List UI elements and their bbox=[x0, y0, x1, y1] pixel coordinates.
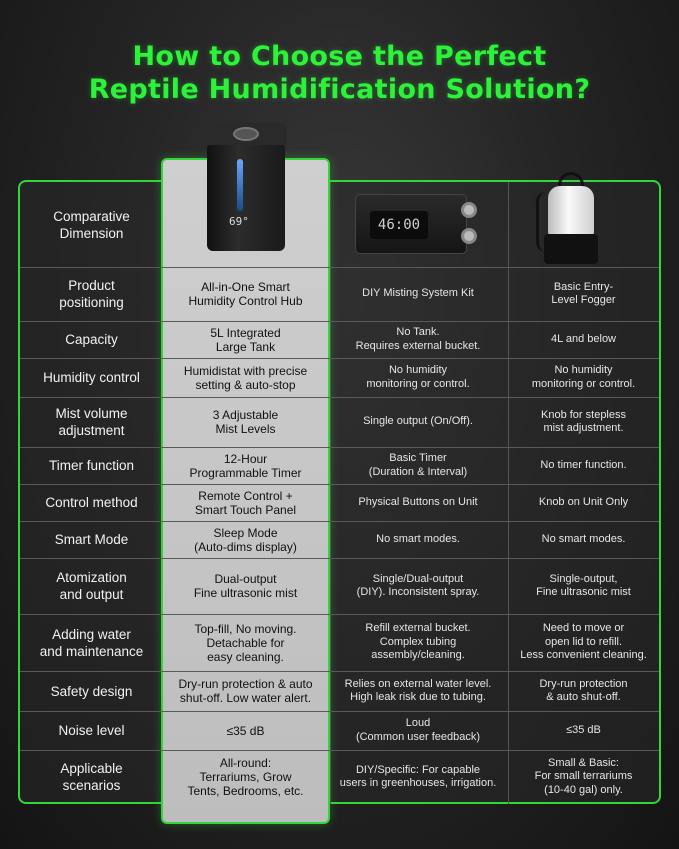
dimension-cell: Mist volume adjustment bbox=[55, 406, 128, 438]
dimension-cell: Adding water and maintenance bbox=[39, 626, 144, 659]
smart-hub-cell: Dual-output Fine ultrasonic mist bbox=[193, 572, 298, 600]
smart-hub-cell: ≤35 dB bbox=[226, 723, 265, 738]
smart-hub-cell: 12-Hour Programmable Timer bbox=[189, 451, 302, 480]
diy-kit-cell: Basic Timer (Duration & Interval) bbox=[368, 452, 468, 478]
basic-fogger-cell: 4L and below bbox=[550, 332, 617, 345]
basic-fogger-cell: Single-output, Fine ultrasonic mist bbox=[536, 572, 631, 598]
smart-hub-cell: All-in-One Smart Humidity Control Hub bbox=[188, 280, 303, 308]
basic-fogger-cell: No timer function. bbox=[540, 458, 627, 471]
basic-fogger-cell bbox=[508, 182, 659, 267]
dimension-cell: Noise level bbox=[58, 723, 125, 738]
table-row bbox=[20, 267, 659, 321]
diy-kit-cell: Refill external bucket. Complex tubing assembly/cleaning. bbox=[365, 622, 471, 662]
table-row bbox=[20, 182, 659, 267]
dimension-cell: Timer function bbox=[48, 458, 135, 473]
diy-kit-cell: No smart modes. bbox=[376, 532, 460, 545]
diy-kit-cell: Single/Dual-output (DIY). Inconsistent spray. bbox=[356, 572, 480, 598]
smart-hub-cell: Top-fill, No moving. Detachable for easy cleaning. bbox=[194, 621, 297, 664]
diy-kit-cell: Single output (On/Off). bbox=[363, 415, 473, 428]
basic-fogger-cell: Need to move or open lid to refill. Less convenient cleaning. bbox=[520, 622, 647, 662]
smart-hub-cell: Sleep Mode (Auto-dims display) bbox=[194, 525, 297, 554]
diy-kit-cell: No Tank. Requires external bucket. bbox=[355, 326, 481, 352]
diy-kit-cell: No humidity monitoring or control. bbox=[366, 364, 470, 390]
table-row bbox=[20, 358, 659, 397]
dimension-cell: Control method bbox=[45, 495, 138, 510]
basic-fogger-cell: No smart modes. bbox=[541, 532, 626, 545]
diy-kit-cell: DIY/Specific: For capable users in greenhouses, irrigation. bbox=[339, 763, 497, 789]
dimension-cell: Applicable scenarios bbox=[60, 761, 123, 793]
dimension-cell: Humidity control bbox=[43, 370, 140, 385]
diy-kit-cell bbox=[330, 182, 506, 267]
smart-hub-cell: 3 Adjustable Mist Levels bbox=[212, 408, 279, 436]
dimension-cell: Atomization and output bbox=[56, 570, 127, 602]
humidifier-display: 69° bbox=[229, 215, 249, 228]
page-title: How to Choose the Perfect Reptile Humidification Solution? bbox=[88, 41, 591, 105]
diy-kit-cell: Relies on external water level. High leak risk due to tubing. bbox=[344, 677, 492, 703]
misting-display: 46:00 bbox=[370, 211, 428, 239]
basic-fogger-cell: Knob for stepless mist adjustment. bbox=[541, 408, 626, 434]
smart-hub-cell: Remote Control + Smart Touch Panel bbox=[194, 488, 297, 517]
basic-fogger-cell: No humidity monitoring or control. bbox=[531, 364, 636, 390]
table-row bbox=[20, 447, 659, 484]
table-row bbox=[20, 397, 659, 447]
table-row bbox=[20, 558, 659, 614]
basic-fogger-cell: Basic Entry- Level Fogger bbox=[551, 280, 616, 306]
dimension-cell: Safety design bbox=[50, 683, 133, 699]
table-row bbox=[20, 671, 659, 711]
smart-hub-cell: 5L Integrated Large Tank bbox=[210, 325, 281, 354]
smart-hub-cell: Dry-run protection & auto shut-off. Low water alert. bbox=[178, 677, 313, 705]
basic-fogger-cell: Knob on Unit Only bbox=[538, 495, 629, 508]
dimension-cell: Comparative Dimension bbox=[53, 208, 130, 241]
basic-fogger-cell: ≤35 dB bbox=[566, 723, 601, 736]
table-row bbox=[20, 321, 659, 358]
table-row bbox=[20, 750, 659, 804]
table-row bbox=[20, 614, 659, 671]
diy-kit-cell: Physical Buttons on Unit bbox=[358, 495, 478, 508]
diy-kit-cell: DIY Misting System Kit bbox=[362, 287, 474, 300]
dimension-cell: Smart Mode bbox=[54, 532, 129, 547]
smart-hub-cell: Humidistat with precise setting & auto-stop bbox=[183, 363, 308, 392]
dimension-cell: Capacity bbox=[65, 332, 118, 347]
dimension-cell: Product positioning bbox=[59, 278, 124, 310]
table-row bbox=[20, 711, 659, 750]
table-row bbox=[20, 521, 659, 558]
basic-fogger-cell: Dry-run protection & auto shut-off. bbox=[539, 677, 628, 703]
basic-fogger-cell: Small & Basic: For small terrariums (10-40 gal) only. bbox=[534, 756, 633, 796]
table-row bbox=[20, 484, 659, 521]
smart-hub-cell: All-round: Terrariums, Grow Tents, Bedrooms, etc. bbox=[187, 756, 304, 798]
smart-hub-cell bbox=[163, 182, 328, 267]
diy-kit-cell: Loud (Common user feedback) bbox=[355, 717, 481, 743]
